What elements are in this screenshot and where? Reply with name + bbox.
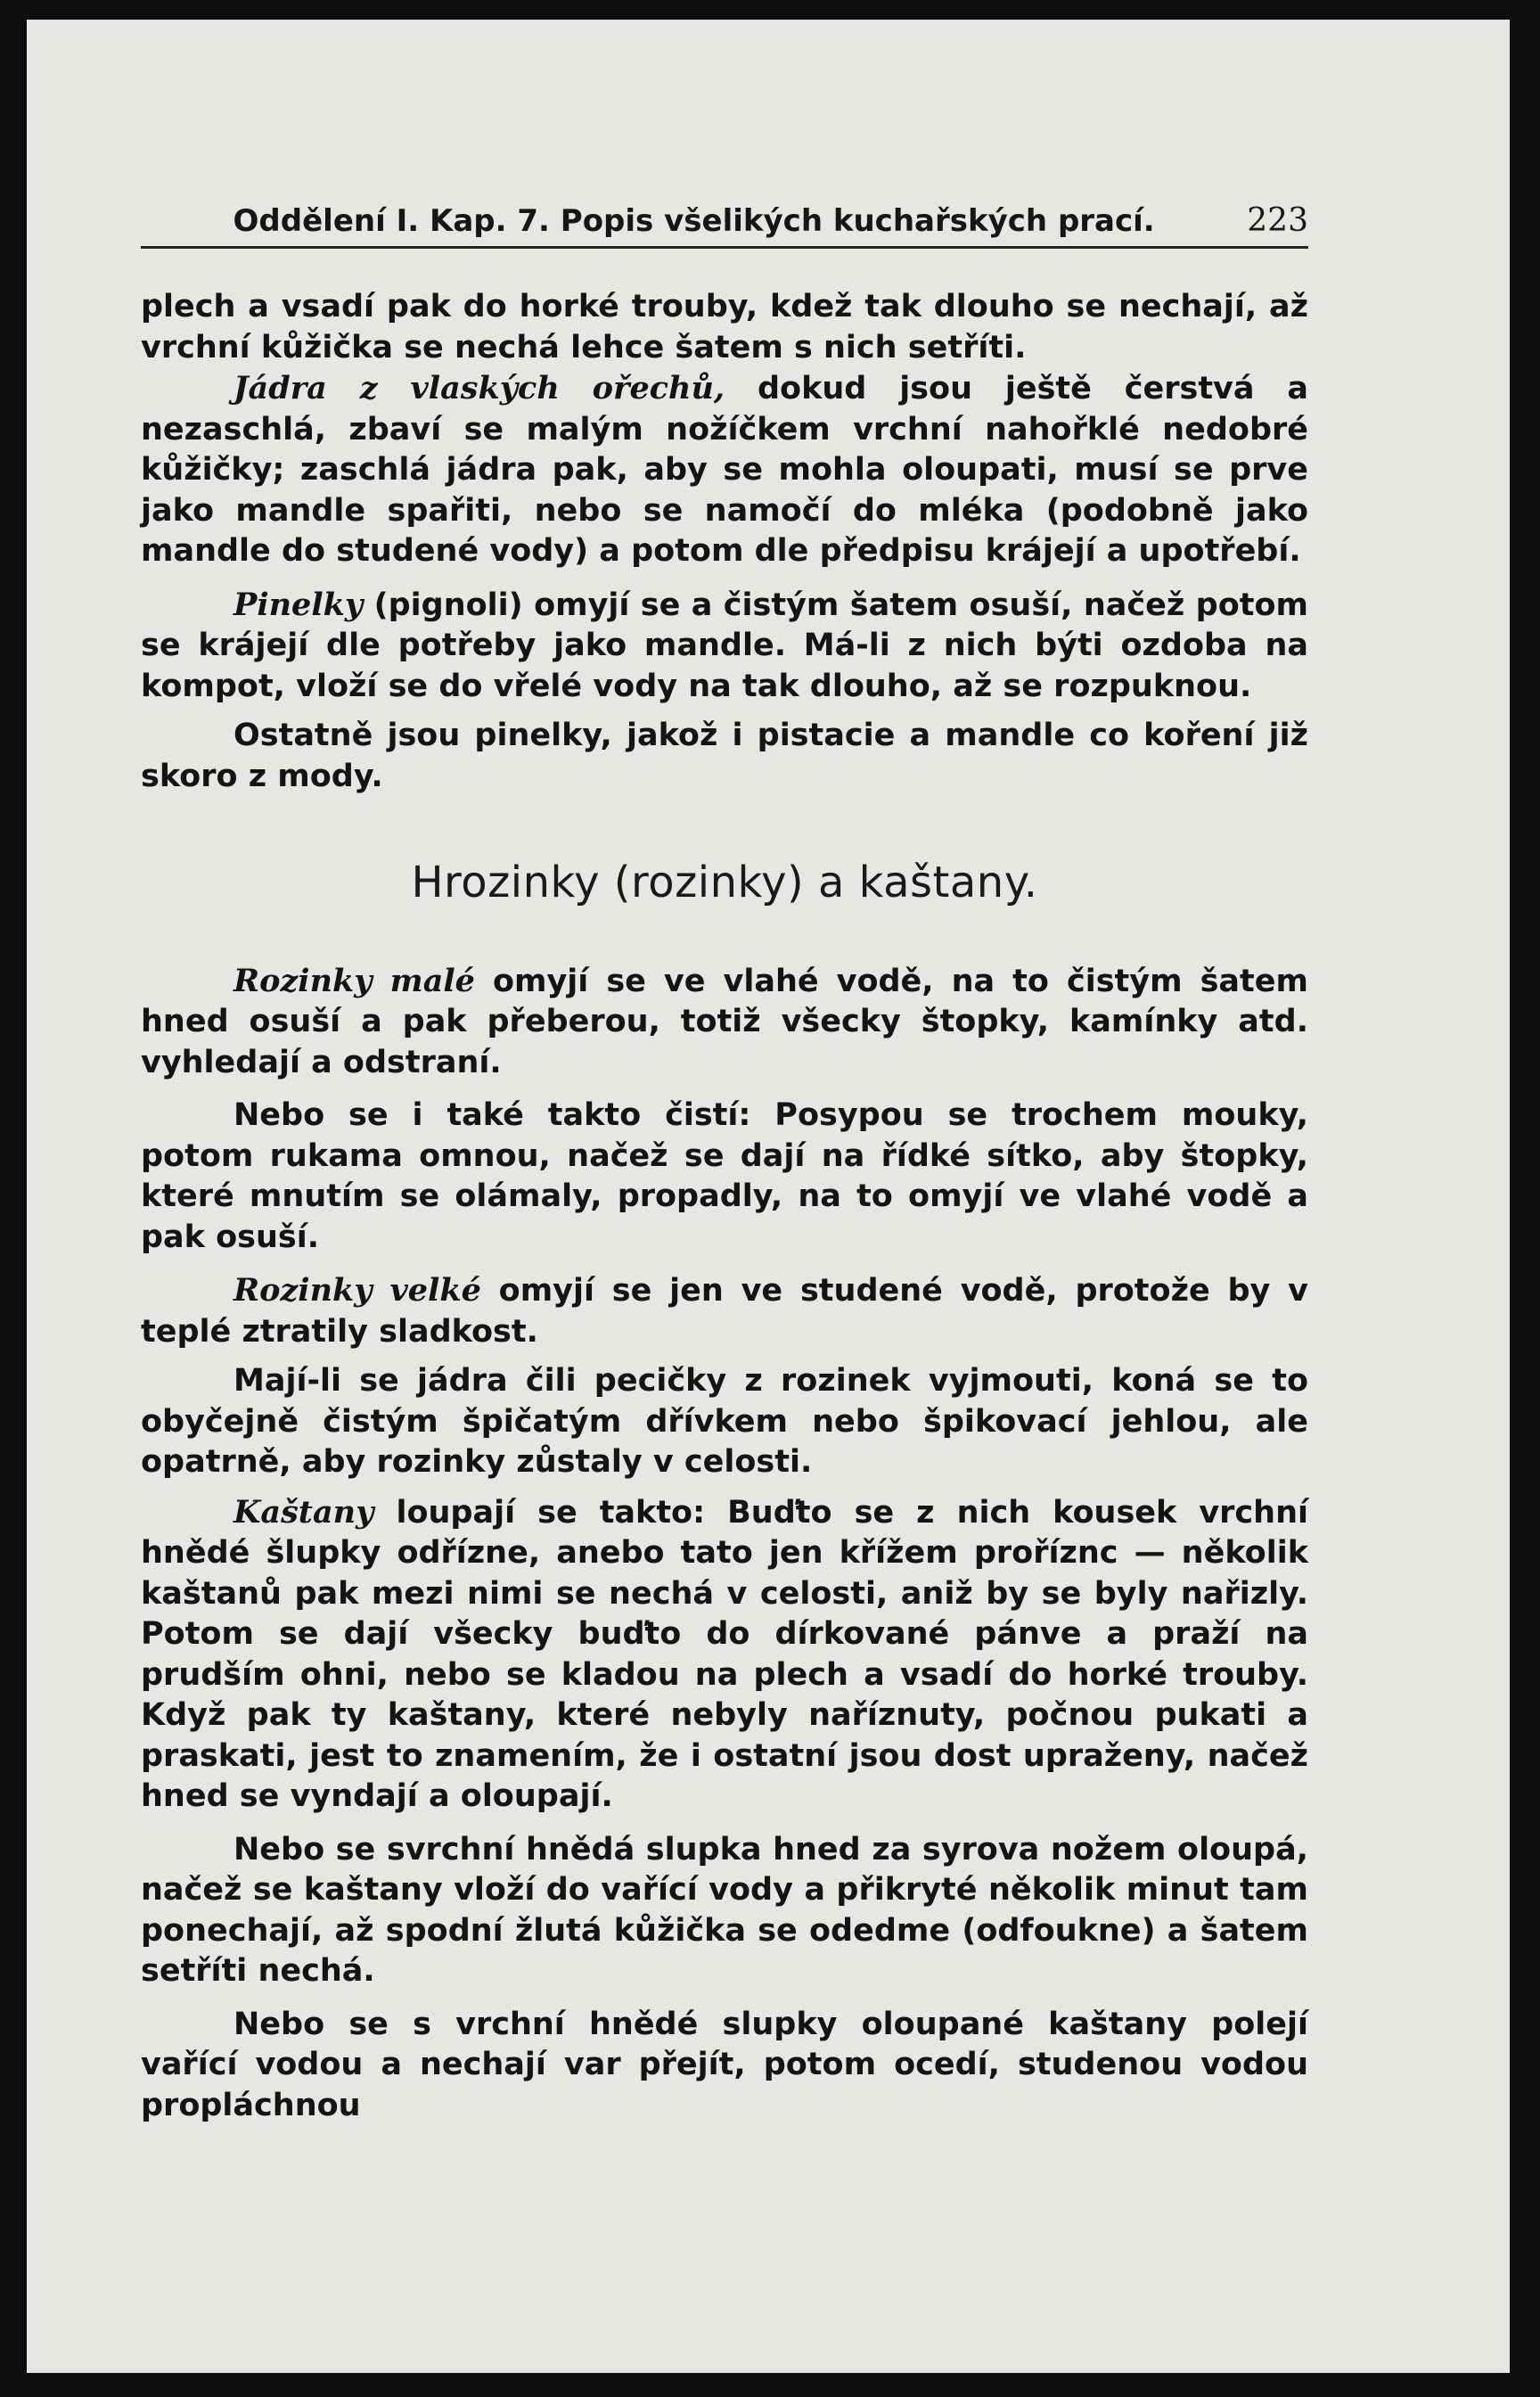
paragraph-lead: Rozinky malé <box>233 962 475 999</box>
paragraph-lead: Jádra z vlaských ořechů, <box>233 370 725 406</box>
paragraph-text: dokud jsou ještě čerstvá a nezaschlá, zbaví se malým nožíčkem vrchní nahořklé nedobré kůžičky; zaschlá jádra pak, aby se mohla oloupati, musí se prve jako mandle spařiti, nebo se namočí do mléka (podobně jako mandle do studené vody) a potom dle předpisu krájejí a upotřebí. <box>141 371 1308 569</box>
section-heading: Hrozinky (rozinky) a kaštany. <box>411 858 1038 907</box>
paragraph: plech a vsadí pak do horké trouby, kdež tak dlouho se nechají, až vrchní kůžička se nechá lehce šatem s nich setříti. <box>141 289 1308 365</box>
paragraph: Nebo se svrchní hnědá slupka hned za syrova nožem oloupá, načež se kaštany vloží do vařící vody a přikryté několik minut tam ponechají, až spodní žlutá kůžička se odedme (odfoukne) a šatem setříti nechá. <box>141 1831 1308 1989</box>
paragraph-lead: Rozinky velké <box>233 1272 481 1309</box>
paragraph-text: (pignoli) omyjí se a čistým šatem osuší, načež potom se krájejí dle potřeby jako mandle. Má-li z nich býti ozdoba na kompot, vloží se do vřelé vody na tak dlouho, až se rozpuknou. <box>141 587 1308 704</box>
paragraph-text: loupají se takto: Buďto se z nich kousek vrchní hnědé šlupky odřízne, anebo tato jen křížem proříznc — několik kaštanů pak mezi nimi se nechá v celosti, aniž by se byly nařizly. Potom se dají všecky buďto do dírkované pánve a praží na prudším ohni, nebo se kladou na plech a vsadí do horké trouby. Když pak ty kaštany, které nebyly naříznuty, počnou pukati a praskati, jest to znamením, že i ostatní jsou dost upraženy, načež hned se vyndají a oloupají. <box>141 1494 1308 1814</box>
book-page <box>27 20 1510 2373</box>
paragraph <box>141 961 1308 1084</box>
paragraph <box>141 368 1308 572</box>
paragraph-text: omyjí se jen ve studené vodě, protože by v teplé ztratily sladkost. <box>141 1273 1308 1350</box>
paragraph: Nebo se s vrchní hnědé slupky oloupané kaštany polejí vařící vodou a nechají var přejít, potom ocedí, studenou vodou propláchnou <box>141 2006 1308 2123</box>
paragraph: Ostatně jsou pinelky, jakož i pistacie a mandle co koření již skoro z mody. <box>141 718 1308 794</box>
running-title: Oddělení I. Kap. 7. Popis všelikých kuchařských prací. <box>233 203 1155 239</box>
running-header <box>141 202 1308 239</box>
paragraph-lead: Pinelky <box>233 586 364 623</box>
paragraph-text: omyjí se ve vlahé vodě, na to čistým šatem hned osuší a pak přeberou, totiž všecky štopky, kamínky atd. vyhledají a odstraní. <box>141 963 1308 1080</box>
paragraph-lead: Kaštany <box>233 1493 374 1531</box>
paragraph: Nebo se i také takto čistí: Posypou se trochem mouky, potom rukama omnou, načež se dají na řídké sítko, aby štopky, které mnutím se olámaly, propadly, na to omyjí ve vlahé vodě a pak osuší. <box>141 1097 1308 1255</box>
page-number: 223 <box>1247 202 1308 239</box>
header-rule <box>141 246 1308 249</box>
paragraph <box>141 585 1308 708</box>
paragraph <box>141 1492 1308 1818</box>
paragraph <box>141 1270 1308 1352</box>
page-body <box>141 287 1308 2126</box>
paragraph: Mají-li se jádra čili pecičky z rozinek vyjmouti, koná se to obyčejně čistým špičatým dřívkem nebo špikovací jehlou, ale opatrně, aby rozinky zůstaly v celosti. <box>141 1363 1308 1480</box>
